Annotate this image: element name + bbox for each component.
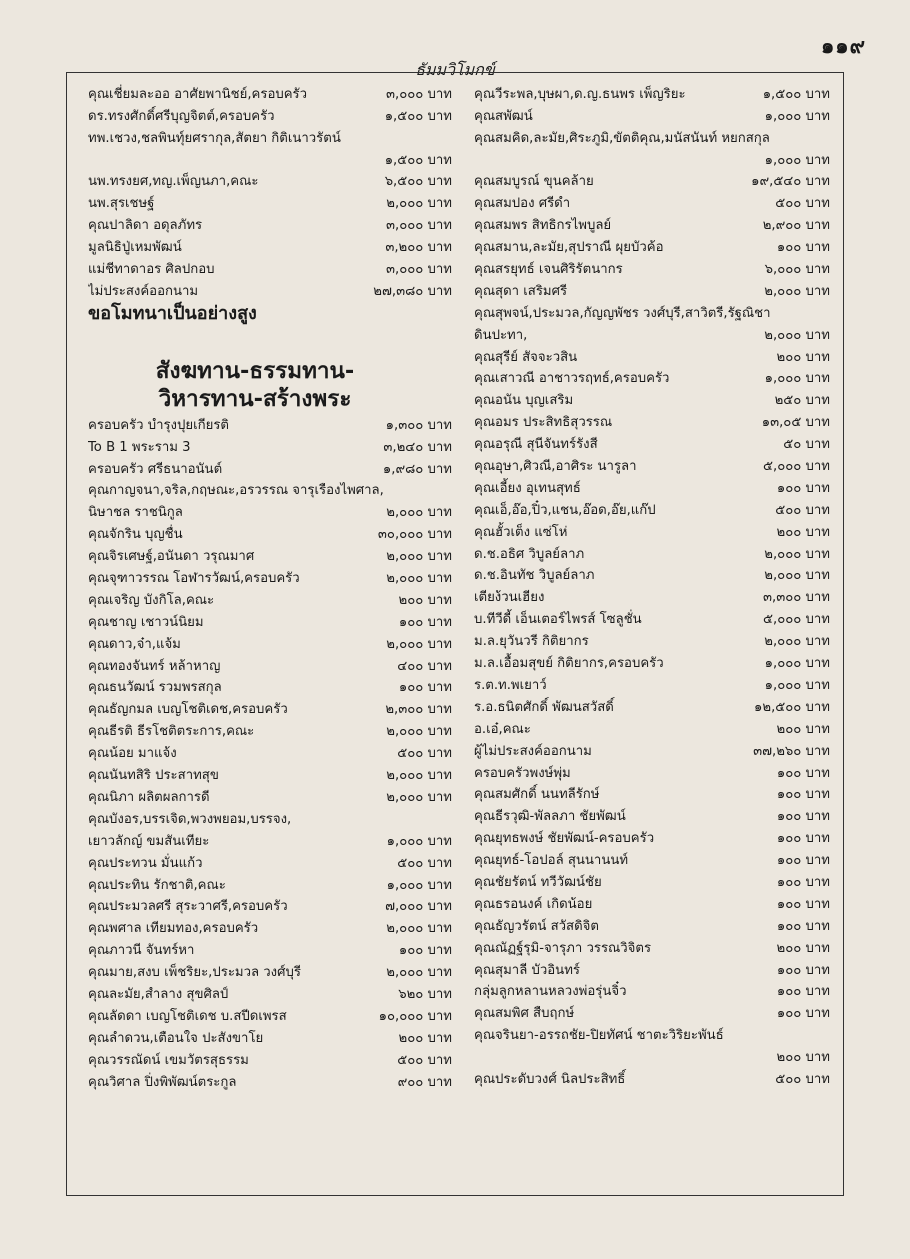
donation-amount: ๕๐๐ บาท — [775, 1071, 830, 1087]
donation-amount: ๖,๐๐๐ บาท — [764, 262, 830, 278]
donor-row — [88, 895, 452, 917]
donor-row — [474, 126, 830, 148]
donor-row — [88, 785, 452, 807]
donation-amount: ๓๗,๒๖๐ บาท — [753, 743, 830, 759]
donor-row — [88, 148, 452, 170]
donor-row — [88, 413, 452, 435]
donation-amount: ๑,๐๐๐ บาท — [764, 108, 830, 124]
donation-amount: ๑๐๐ บาท — [776, 962, 830, 978]
donor-name: ครอบครัวพงษ์พุ่ม — [474, 765, 571, 781]
donation-amount: ๒,๐๐๐ บาท — [764, 546, 830, 562]
donation-amount: ๒,๐๐๐ บาท — [386, 768, 452, 784]
donation-amount: ๑,๐๐๐ บาท — [764, 677, 830, 693]
donor-name: คุณประทิน รักชาติ,คณะ — [88, 877, 226, 893]
donation-amount: ๑๐๐ บาท — [776, 853, 830, 869]
donor-name: คุณสุรีย์ สัจจะวสิน — [474, 349, 578, 365]
donation-amount: ๑๐,๐๐๐ บาท — [378, 1008, 452, 1024]
donor-name: คุณธนวัฒน์ รวมพรสกุล — [88, 680, 222, 696]
donor-row — [474, 301, 830, 323]
donation-amount: ๑๐๐ บาท — [776, 787, 830, 803]
donor-row — [88, 982, 452, 1004]
donor-name: คุณประดับวงศ์ นิลประสิทธิ์ — [474, 1071, 626, 1087]
donor-name: ม.ล.เอื้อมสุขย์ กิติยากร,ครอบครัว — [474, 656, 664, 672]
donor-row — [88, 170, 452, 192]
donor-row — [474, 279, 830, 301]
donor-name: คุณลัดดา เบญโชติเดช บ.สปีดเพรส — [88, 1008, 287, 1024]
donation-amount: ๓,๒๐๐ บาท — [385, 240, 452, 256]
donor-row — [474, 498, 830, 520]
donor-row — [474, 629, 830, 651]
donor-list-right — [474, 82, 830, 1089]
donor-name: คุณเชี่ยมละออ อาศัยพานิชย์,ครอบครัว — [88, 86, 308, 102]
donation-amount: ๒๕๐ บาท — [774, 393, 830, 409]
donation-amount: ๑๐๐ บาท — [776, 874, 830, 890]
donor-name: คุณบังอร,บรรเจิด,พวงพยอม,บรรจง, — [88, 811, 292, 827]
spacer — [88, 327, 452, 357]
donation-amount: ๒,๓๐๐ บาท — [385, 702, 452, 718]
donor-name: คุณสรยุทธ์ เจนศิริรัตนากร — [474, 262, 623, 278]
donor-name: คุณจิรเศษฐ์,อนันดา วรุณมาศ — [88, 549, 255, 565]
donor-row — [474, 585, 830, 607]
donor-row — [474, 345, 830, 367]
donor-row — [474, 191, 830, 213]
donor-row — [474, 476, 830, 498]
donation-amount: ๔๐๐ บาท — [397, 658, 452, 674]
donor-name: แม่ชีทาดาอร ศิลปกอบ — [88, 262, 215, 278]
donor-name: คุณน้อย มาแจ้ง — [88, 746, 177, 762]
donor-row — [474, 564, 830, 586]
donor-row — [88, 544, 452, 566]
donor-row — [88, 807, 452, 829]
donor-row — [88, 522, 452, 544]
donation-amount: ๓,๐๐๐ บาท — [385, 262, 452, 278]
donation-amount: ๑๐๐ บาท — [776, 480, 830, 496]
left-column — [88, 82, 452, 1092]
donor-row — [88, 235, 452, 257]
donor-name: เตียง้วนเฮียง — [474, 590, 545, 606]
donation-amount: ๒๐๐ บาท — [398, 592, 452, 608]
donor-name: คุณสุดา เสริมศรี — [474, 283, 568, 299]
donor-name: นพ.ทรงยศ,ทญ.เพ็ญนภา,คณะ — [88, 174, 259, 190]
right-column — [474, 82, 830, 1089]
donor-name: บ.ทีวีดี้ เอ็นเตอร์ไพรส์ โซลูชั่น — [474, 612, 642, 628]
donor-name: คุณจุฑาวรรณ โอฬารวัฒน์,ครอบครัว — [88, 571, 300, 587]
donor-name: คุณวีระพล,บุษผา,ด.ญ.ธนพร เพ็ญริยะ — [474, 86, 686, 102]
donation-amount: ๑๐๐ บาท — [776, 765, 830, 781]
donor-row — [88, 916, 452, 938]
donor-row — [88, 654, 452, 676]
donation-amount: ๒,๐๐๐ บาท — [386, 724, 452, 740]
donor-name: คุณชาญ เชาวน์นิยม — [88, 614, 204, 630]
donation-amount: ๑,๐๐๐ บาท — [764, 656, 830, 672]
donation-amount: ๒,๐๐๐ บาท — [386, 505, 452, 521]
donor-name: คุณสมคิด,ละมัย,ศิระภูมิ,ขัตติคุณ,มนัสนันท์ หยกสกุล — [474, 130, 770, 146]
donor-name: ทพ.เชวง,ชลพินทุ์ยศรากุล,สัตยา กิติเนาวรัตน์ — [88, 130, 341, 146]
donor-row — [474, 936, 830, 958]
donor-name: คุณจักริน บุญชื่น — [88, 527, 183, 543]
donor-name: คุณดาว,จ๋า,แจ้ม — [88, 636, 181, 652]
donor-row — [474, 367, 830, 389]
donor-row — [88, 479, 452, 501]
donation-amount: ๑๐๐ บาท — [398, 943, 452, 959]
donor-row — [88, 104, 452, 126]
donor-name: คุณสมบูรณ์ ขุนคล้าย — [474, 174, 594, 190]
donor-row — [474, 607, 830, 629]
donation-amount: ๖๒๐ บาท — [398, 986, 452, 1002]
donor-row — [474, 651, 830, 673]
donor-row — [474, 104, 830, 126]
donation-amount: ๑๐๐ บาท — [776, 984, 830, 1000]
donor-row — [474, 848, 830, 870]
donor-row — [474, 170, 830, 192]
donation-amount: ๑,๙๘๐ บาท — [382, 461, 452, 477]
donor-row — [474, 739, 830, 761]
donation-amount: ๑๐๐ บาท — [398, 680, 452, 696]
donor-name: คุณพศาล เทียมทอง,ครอบครัว — [88, 921, 259, 937]
donation-amount: ๓๐,๐๐๐ บาท — [377, 527, 452, 543]
donor-name: คุณอุษา,ศิวณี,อาศิระ นารูลา — [474, 459, 637, 475]
donor-name: คุณวิศาล ปิ่งพิพัฒน์ตระกูล — [88, 1074, 237, 1090]
donation-amount: ๓,๓๐๐ บาท — [763, 590, 830, 606]
donor-name: ดร.ทรงศักดิ์ศรีบุญจิตต์,ครอบครัว — [88, 108, 275, 124]
donation-amount: ๑๓,๐๕ บาท — [761, 415, 830, 431]
donor-row — [474, 892, 830, 914]
donation-amount: ๑,๕๐๐ บาท — [384, 108, 452, 124]
thanks-heading: ขอโมทนาเป็นอย่างสูง — [88, 302, 257, 324]
donor-row — [474, 388, 830, 410]
donation-amount: ๑๙,๕๔๐ บาท — [751, 174, 830, 190]
donor-name: ด.ช.อธิศ วิบูลย์ลาภ — [474, 546, 585, 562]
donor-name: ด.ช.อินทัช วิบูลย์ลาภ — [474, 568, 595, 584]
donor-name: คุณยุทธพงษ์ ชัยพัฒน์-ครอบครัว — [474, 831, 655, 847]
donor-name: คุณภาวนี จันทร์หา — [88, 943, 195, 959]
donor-row — [474, 761, 830, 783]
donor-name: คุณสมาน,ละมัย,สุปราณี ผุยบัวค้อ — [474, 240, 664, 256]
donation-amount: ๕๐ บาท — [783, 437, 830, 453]
donor-name: คุณสมปอง ศรีดำ — [474, 196, 571, 212]
donation-amount: ๑,๐๐๐ บาท — [386, 833, 452, 849]
donor-name: ร.อ.ธนิตศักดิ์ พัฒนสวัสดิ์ — [474, 699, 614, 715]
donation-amount: ๒,๙๐๐ บาท — [762, 218, 830, 234]
donor-name: คุณประทวน มั่นแก้ว — [88, 855, 203, 871]
donation-amount: ๑๒,๕๐๐ บาท — [754, 699, 830, 715]
donor-row — [474, 804, 830, 826]
donor-name: คุณวรรณัดน์ เขมวัตรสุธรรม — [88, 1052, 249, 1068]
donation-amount: ๓,๐๐๐ บาท — [385, 86, 452, 102]
donor-row — [474, 257, 830, 279]
donor-row — [474, 783, 830, 805]
donor-name: มูลนิธิปู่เหมพัฒน์ — [88, 240, 182, 256]
donor-name: คุณสุมาลี บัวอินทร์ — [474, 962, 580, 978]
donor-name: กลุ่มลูกหลานหลวงพ่อรุ่นจิ๋ว — [474, 984, 627, 1000]
donation-amount: ๑๐๐ บาท — [776, 918, 830, 934]
donor-name: คุณธัญวรัตน์ สวัสดิจิต — [474, 918, 599, 934]
donation-amount: ๕๐๐ บาท — [397, 1052, 452, 1068]
donation-amount: ๕๐๐ บาท — [775, 196, 830, 212]
donor-row — [474, 1023, 830, 1045]
donor-row — [474, 410, 830, 432]
donor-row — [474, 520, 830, 542]
donor-row — [88, 851, 452, 873]
donor-name: คุณสมพิศ สืบฤกษ์ — [474, 1006, 575, 1022]
donor-name: คุณธัญกมล เบญโชติเดช,ครอบครัว — [88, 702, 288, 718]
donor-name: คุณเสาวณี อาชาวรฤทธ์,ครอบครัว — [474, 371, 670, 387]
donation-amount: ๙๐๐ บาท — [397, 1074, 452, 1090]
donation-amount: ๒๐๐ บาท — [776, 524, 830, 540]
donation-amount: ๑๐๐ บาท — [776, 809, 830, 825]
donation-amount: ๑๐๐ บาท — [776, 1006, 830, 1022]
donation-amount: ๑๐๐ บาท — [776, 896, 830, 912]
donor-name: คุณเอี้ยง อุเทนสุทธ์ — [474, 480, 581, 496]
donation-amount: ๒๗,๓๘๐ บาท — [373, 283, 452, 299]
section-title-line1: สังฆทาน-ธรรมทาน- — [155, 357, 355, 384]
donor-name: คุณฮั้วเต็ง แซ่โห่ — [474, 524, 568, 540]
donor-row — [474, 1045, 830, 1067]
donation-amount: ๒,๐๐๐ บาท — [386, 921, 452, 937]
donor-name: ร.ต.ท.พเยาว์ — [474, 677, 547, 693]
donor-name: ครอบครัว บำรุงปุยเกียรติ — [88, 417, 229, 433]
donor-row — [474, 432, 830, 454]
donor-name: ดินปะทา, — [474, 327, 528, 343]
donation-amount: ๑,๐๐๐ บาท — [764, 152, 830, 168]
donation-amount: ๓,๒๔๐ บาท — [383, 439, 452, 455]
donor-row — [88, 257, 452, 279]
donor-name: คุณอมร ประสิทธิสุวรรณ — [474, 415, 613, 431]
donor-row — [474, 914, 830, 936]
donation-amount: ๒,๐๐๐ บาท — [764, 634, 830, 650]
donation-amount: ๒๐๐ บาท — [398, 1030, 452, 1046]
donor-name: นพ.สุรเชษฐ์ — [88, 196, 155, 212]
donor-name: คุณทองจันทร์ หล้าหาญ — [88, 658, 221, 674]
donor-name: คุณอรุณี สุนีจันทร์รังสี — [474, 437, 598, 453]
donor-name: คุณอนัน บุญเสริม — [474, 393, 574, 409]
donor-name: คุณเอ็,อ๊อ,ปิ๋ว,แชน,อ๊อด,อ๊ย,แก๊ป — [474, 502, 656, 518]
donation-amount: ๒๐๐ บาท — [776, 940, 830, 956]
donation-amount: ๒,๐๐๐ บาท — [764, 327, 830, 343]
donor-name: คุณสพัฒน์ — [474, 108, 533, 124]
donor-row — [88, 960, 452, 982]
donation-amount: ๕,๐๐๐ บาท — [763, 459, 830, 475]
donor-row — [88, 435, 452, 457]
donor-name: คุณจรินยา-อรรถชัย-ปิยทัศน์ ชาตะวิริยะพันธ์ — [474, 1028, 724, 1044]
donor-name: To B 1 พระราม 3 — [88, 439, 191, 455]
donor-name: คุณละมัย,สำลาง สุขศิลป์ — [88, 986, 229, 1002]
donor-row — [88, 566, 452, 588]
donation-amount: ๒,๐๐๐ บาท — [386, 571, 452, 587]
donor-row — [88, 873, 452, 895]
donor-row — [474, 148, 830, 170]
donor-row — [88, 1026, 452, 1048]
donor-row — [474, 1067, 830, 1089]
donor-row — [474, 958, 830, 980]
donor-row — [474, 542, 830, 564]
donor-row — [474, 673, 830, 695]
donor-row — [88, 191, 452, 213]
donor-name: คุณสุพจน์,ประมวล,กัญญพัชร วงศ์บุรี,สาวิตรี,รัฐณิชา — [474, 305, 771, 321]
donor-name: คุณยุทธ์-โอปอล์ สุนนานนท์ — [474, 853, 629, 869]
donor-name: คุณนันทสิริ ประสาทสุข — [88, 768, 219, 784]
donation-amount: ๑,๐๐๐ บาท — [386, 877, 452, 893]
donor-row — [88, 213, 452, 235]
donor-row — [88, 1048, 452, 1070]
donor-name: คุณธีรติ ธีรโชติตระการ,คณะ — [88, 724, 255, 740]
donor-name: คุณสมศักดิ์ นนทลีรักษ์ — [474, 787, 600, 803]
donor-name: คุณนิภา ผลิตผลการดี — [88, 789, 210, 805]
donation-amount: ๒,๐๐๐ บาท — [386, 549, 452, 565]
donation-amount: ๖,๕๐๐ บาท — [384, 174, 452, 190]
donation-amount: ๒,๐๐๐ บาท — [386, 789, 452, 805]
page-header-title: ธัมมวิโมกข์ — [415, 60, 495, 79]
donation-amount: ๕๐๐ บาท — [397, 855, 452, 871]
donor-name: คุณลำดวน,เตือนใจ ปะสังขาโย — [88, 1030, 264, 1046]
donor-row — [88, 938, 452, 960]
donor-row — [88, 829, 452, 851]
donation-amount: ๒๐๐ บาท — [776, 1050, 830, 1066]
donor-name: คุณณัฏฐ์รุมิ-จารุภา วรรณวิจิตร — [474, 940, 652, 956]
donor-name: คุณธรอนงค์ เกิดน้อย — [474, 896, 593, 912]
donor-row — [474, 695, 830, 717]
donation-amount: ๓,๐๐๐ บาท — [385, 218, 452, 234]
donation-amount: ๕๐๐ บาท — [775, 502, 830, 518]
donor-row — [88, 1070, 452, 1092]
donor-row — [88, 632, 452, 654]
donor-name: คุณสมพร สิทธิกรไพบูลย์ — [474, 218, 612, 234]
donor-name: คุณชัยรัตน์ ทวีวัฒน์ชัย — [474, 874, 602, 890]
donor-row — [88, 457, 452, 479]
donor-name: คุณกาญจนา,จริล,กฤษณะ,อรวรรณ จารุเรืองไพศาล, — [88, 483, 384, 499]
donation-amount: ๑๐๐ บาท — [776, 831, 830, 847]
donor-name: คุณมาย,สงบ เพ็ชริยะ,ประมวล วงศ์บุรี — [88, 965, 301, 981]
donation-amount: ๑๐๐ บาท — [398, 614, 452, 630]
donor-name: เยาวลักญ์ ขมสันเทียะ — [88, 833, 210, 849]
donor-row — [474, 82, 830, 104]
donation-amount: ๒,๐๐๐ บาท — [764, 283, 830, 299]
donation-amount: ๕,๐๐๐ บาท — [763, 612, 830, 628]
donation-amount: ๗,๐๐๐ บาท — [385, 899, 452, 915]
donor-name: ม.ล.ยุวันวรี กิติยากร — [474, 634, 589, 650]
donor-row — [88, 500, 452, 522]
donation-amount: ๑,๓๐๐ บาท — [385, 417, 452, 433]
donation-amount: ๒,๐๐๐ บาท — [764, 568, 830, 584]
donor-row — [474, 213, 830, 235]
donor-row — [474, 454, 830, 476]
donor-row — [88, 676, 452, 698]
donor-row — [88, 610, 452, 632]
donation-amount: ๒,๐๐๐ บาท — [386, 636, 452, 652]
donor-list-bottom — [88, 413, 452, 1092]
donor-name: ครอบครัว ศรีธนาอนันต์ — [88, 461, 223, 477]
donor-list-top — [88, 82, 452, 301]
donation-amount: ๒,๐๐๐ บาท — [386, 196, 452, 212]
section-title-line2: วิหารทาน-สร้างพระ — [158, 385, 352, 412]
donor-row — [474, 1001, 830, 1023]
donor-name: ไม่ประสงค์ออกนาม — [88, 283, 199, 299]
donor-name: คุณประมวลศรี สุระวาศรี,ครอบครัว — [88, 899, 288, 915]
donation-amount: ๒๐๐ บาท — [776, 349, 830, 365]
donor-name: นิษาชล ราชนิกูล — [88, 505, 183, 521]
donation-amount: ๒,๐๐๐ บาท — [386, 965, 452, 981]
donation-amount: ๑๐๐ บาท — [776, 240, 830, 256]
donor-row — [88, 763, 452, 785]
donor-name: ผู้ไม่ประสงค์ออกนาม — [474, 743, 592, 759]
donor-row — [88, 588, 452, 610]
donor-row — [474, 323, 830, 345]
donor-row — [474, 235, 830, 257]
donation-amount: ๑,๕๐๐ บาท — [762, 86, 830, 102]
donor-row — [474, 870, 830, 892]
donor-name: คุณธีรวุฒิ-พัลลภา ชัยพัฒน์ — [474, 809, 626, 825]
donation-amount: ๑,๕๐๐ บาท — [384, 152, 452, 168]
donor-name: อ.เอ๋,คณะ — [474, 721, 531, 737]
donor-name: คุณเจริญ บังกิโล,คณะ — [88, 592, 215, 608]
donation-amount: ๕๐๐ บาท — [397, 746, 452, 762]
donor-name: คุณปาลิดา อดุลภัทร — [88, 218, 203, 234]
donor-row — [474, 826, 830, 848]
donation-amount: ๒๐๐ บาท — [776, 721, 830, 737]
donor-row — [88, 741, 452, 763]
donor-row — [88, 126, 452, 148]
donor-row — [88, 1004, 452, 1026]
donor-row — [88, 719, 452, 741]
page-number: ๑๑๙ — [820, 34, 866, 58]
donation-amount: ๑,๐๐๐ บาท — [764, 371, 830, 387]
donor-row — [474, 717, 830, 739]
donor-row — [474, 980, 830, 1002]
donor-row — [88, 697, 452, 719]
donor-row — [88, 82, 452, 104]
